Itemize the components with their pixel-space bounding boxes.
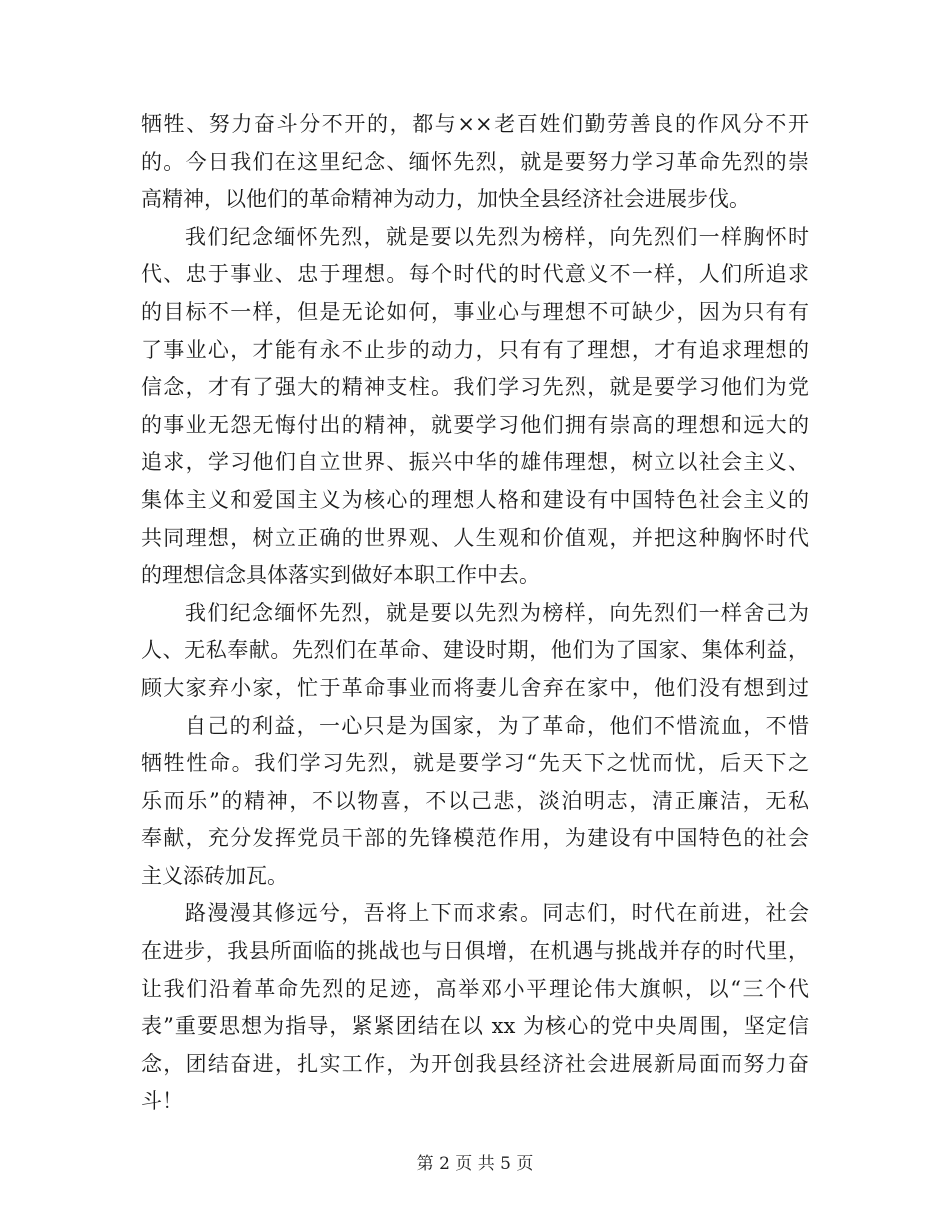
text-line: 信念，才有了强大的精神支柱。我们学习先烈，就是要学习他们为党 <box>141 375 809 400</box>
text-line: 乐而乐”的精神，不以物喜，不以己悲，淡泊明志，清正廉洁，无私 <box>141 788 809 813</box>
text-line: 的理想信念具体落实到做好本职工作中去。 <box>141 563 540 588</box>
document-body <box>141 106 809 1121</box>
text-line: 在进步，我县所面临的挑战也与日俱增，在机遇与挑战并存的时代里， <box>141 939 809 964</box>
text-line: 路漫漫其修远兮，吾将上下而求索。同志们，时代在前进，社会 <box>185 901 809 926</box>
text-line: 共同理想，树立正确的世界观、人生观和价值观，并把这种胸怀时代 <box>141 525 809 550</box>
text-line: 人、无私奉献。先烈们在革命、建设时期，他们为了国家、集体利益， <box>141 638 809 663</box>
text-line: 我们纪念缅怀先烈，就是要以先烈为榜样，向先烈们一样胸怀时 <box>185 224 809 249</box>
text-line: 自己的利益，一心只是为国家，为了革命，他们不惜流血，不惜 <box>185 713 809 738</box>
page-number-footer: 第 2 页 共 5 页 <box>416 1154 534 1174</box>
text-line: 的目标不一样，但是无论如何，事业心与理想不可缺少，因为只有有 <box>141 299 809 324</box>
text-line: 让我们沿着革命先烈的足迹，高举邓小平理论伟大旗帜，以“三个代 <box>141 976 809 1001</box>
text-line: 斗！ <box>141 1089 183 1114</box>
text-line: 追求，学习他们自立世界、振兴中华的雄伟理想，树立以社会主义、 <box>141 450 809 475</box>
text-line: 奉献，充分发挥党员干部的先锋模范作用，为建设有中国特色的社会 <box>141 826 809 851</box>
text-line: 集体主义和爱国主义为核心的理想人格和建设有中国特色社会主义的 <box>141 487 809 512</box>
text-line: 牺牲、努力奋斗分不开的，都与××老百姓们勤劳善良的作风分不开 <box>141 112 809 136</box>
text-line: 我们纪念缅怀先烈，就是要以先烈为榜样，向先烈们一样舍己为 <box>185 600 809 625</box>
text-line: 念，团结奋进，扎实工作，为开创我县经济社会进展新局面而努力奋 <box>141 1051 809 1076</box>
text-line: 的事业无怨无悔付出的精神，就要学习他们拥有崇高的理想和远大的 <box>141 412 809 437</box>
text-line: 顾大家弃小家，忙于革命事业而将妻儿舍弃在家中，他们没有想到过 <box>141 675 809 700</box>
text-line: 的。今日我们在这里纪念、缅怀先烈，就是要努力学习革命先烈的崇 <box>141 149 809 174</box>
text-line: 主义添砖加瓦。 <box>141 863 288 888</box>
text-line: 表”重要思想为指导，紧紧团结在以 xx 为核心的党中央周围，坚定信 <box>141 1014 809 1039</box>
text-line: 代、忠于事业、忠于理想。每个时代的时代意义不一样，人们所追求 <box>141 262 809 287</box>
text-line: 牺牲性命。我们学习先烈，就是要学习“先天下之忧而忧，后天下之 <box>141 751 809 776</box>
text-line: 了事业心，才能有永不止步的动力，只有有了理想，才有追求理想的 <box>141 337 809 362</box>
text-line: 高精神，以他们的革命精神为动力，加快全县经济社会进展步伐。 <box>141 187 750 212</box>
